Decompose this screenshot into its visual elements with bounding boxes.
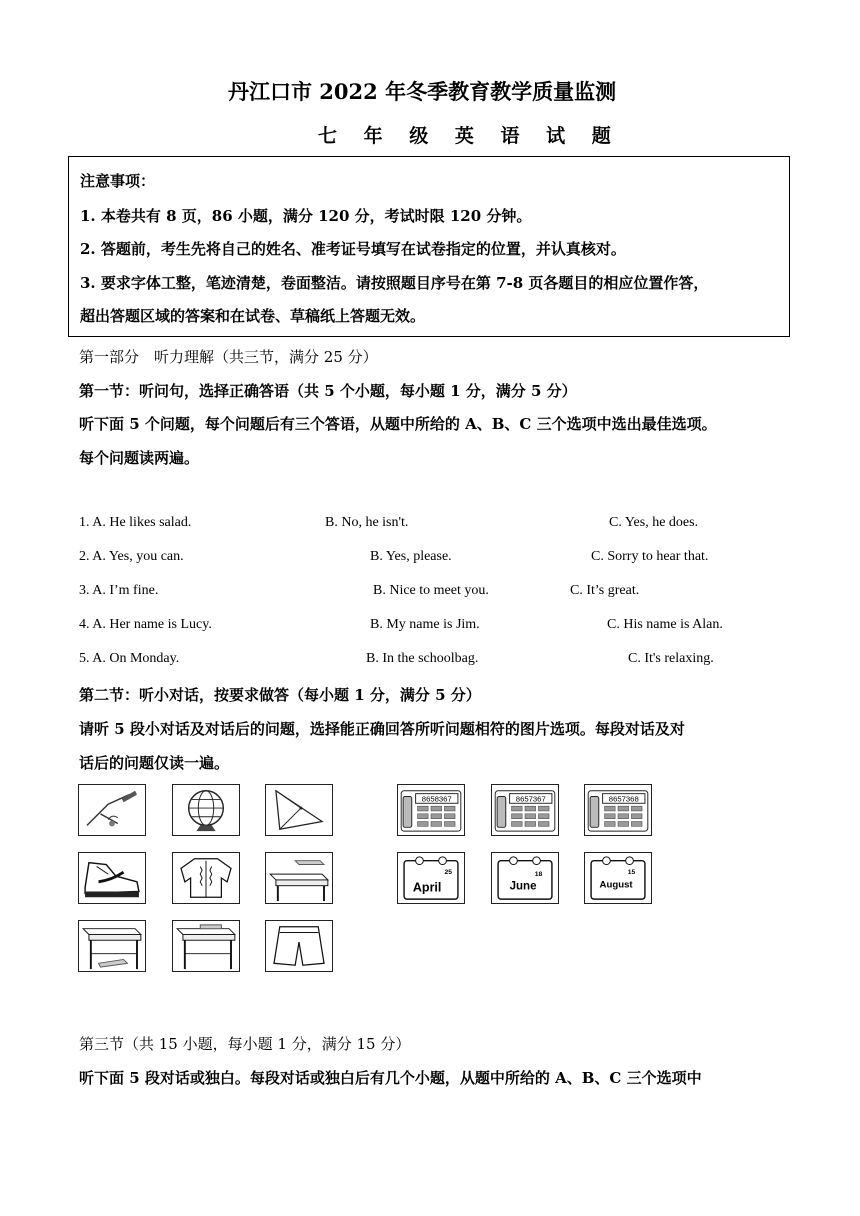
exam-subtitle: 七 年 级 英 语 试 题 bbox=[318, 125, 621, 147]
sweater-picture bbox=[172, 852, 240, 904]
calendar-month: August bbox=[599, 879, 633, 891]
question-1-option-a: 1. A. He likes salad. bbox=[79, 515, 192, 530]
section3-heading: 第三节（共 15 小题，每小题 1 分，满分 15 分） bbox=[79, 1035, 411, 1053]
notice-item: 1. 本卷共有 8 页，86 小题，满分 120 分，考试时限 120 分钟。 bbox=[80, 207, 532, 225]
question-3-option-a: 3. A. I’m fine. bbox=[79, 583, 159, 598]
calendar-picture bbox=[584, 852, 652, 904]
notice-item: 3. 要求字体工整，笔迹清楚，卷面整洁。请按照题目序号在第 7-8 页各题目的相应位置作答， bbox=[80, 274, 709, 292]
part1-heading: 第一部分 听力理解（共三节，满分 25 分） bbox=[79, 348, 378, 366]
exam-title: 丹江口市 2022 年冬季教育教学质量监测 bbox=[228, 79, 617, 104]
sneaker-picture bbox=[78, 852, 146, 904]
calendar-month: April bbox=[412, 880, 442, 895]
question-3-option-b: B. Nice to meet you. bbox=[373, 583, 489, 598]
question-2-option-c: C. Sorry to hear that. bbox=[591, 549, 709, 564]
notice-item: 超出答题区域的答案和在试卷、草稿纸上答题无效。 bbox=[80, 307, 426, 325]
calendar-picture bbox=[397, 852, 465, 904]
calendar-day: 18 bbox=[534, 871, 543, 879]
question-3-option-c: C. It’s great. bbox=[570, 583, 640, 598]
globe-picture bbox=[172, 784, 240, 836]
calendar-day: 25 bbox=[444, 869, 453, 877]
table-with-plane-picture bbox=[265, 852, 333, 904]
section2-heading: 第二节：听小对话，按要求做答（每小题 1 分，满分 5 分） bbox=[79, 686, 481, 704]
calendar-month: June bbox=[509, 880, 537, 893]
section1-heading: 第一节：听问句，选择正确答语（共 5 个小题，每小题 1 分，满分 5 分） bbox=[79, 382, 577, 400]
phone-number: 8657367 bbox=[515, 794, 546, 804]
question-1-option-c: C. Yes, he does. bbox=[609, 515, 699, 530]
section1-instruction: 听下面 5 个问题，每个问题后有三个答语，从题中所给的 A、B、C 三个选项中选出最佳选项。 bbox=[79, 415, 717, 433]
question-1-option-b: B. No, he isn't. bbox=[325, 515, 409, 530]
question-4-option-c: C. His name is Alan. bbox=[607, 617, 723, 632]
phone-number: 8658367 bbox=[421, 794, 452, 804]
triangle-ruler-picture bbox=[265, 784, 333, 836]
question-2-option-b: B. Yes, please. bbox=[370, 549, 452, 564]
question-4-option-b: B. My name is Jim. bbox=[370, 617, 480, 632]
question-5-option-b: B. In the schoolbag. bbox=[366, 651, 479, 666]
notice-item: 2. 答题前，考生先将自己的姓名、准考证号填写在试卷指定的位置，并认真核对。 bbox=[80, 240, 626, 258]
calendar-day: 15 bbox=[627, 869, 636, 877]
shorts-picture bbox=[265, 920, 333, 972]
phone-number: 8657368 bbox=[608, 794, 639, 804]
table-with-box-picture bbox=[172, 920, 240, 972]
telephone-picture bbox=[397, 784, 465, 836]
telephone-picture bbox=[491, 784, 559, 836]
calendar-picture bbox=[491, 852, 559, 904]
question-5-option-c: C. It's relaxing. bbox=[628, 651, 714, 666]
pencil-drawing-picture bbox=[78, 784, 146, 836]
section3-instruction: 听下面 5 段对话或独白。每段对话或独白后有几个小题，从题中所给的 A、B、C 三个选项中 bbox=[79, 1069, 702, 1087]
notice-heading: 注意事项： bbox=[80, 172, 156, 190]
question-2-option-a: 2. A. Yes, you can. bbox=[79, 549, 184, 564]
section2-instruction: 话后的问题仅读一遍。 bbox=[79, 754, 230, 772]
question-5-option-a: 5. A. On Monday. bbox=[79, 651, 180, 666]
telephone-picture bbox=[584, 784, 652, 836]
section2-instruction: 请听 5 段小对话及对话后的问题，选择能正确回答所听问题相符的图片选项。每段对话及对 bbox=[79, 720, 685, 738]
table-with-plane-under-picture bbox=[78, 920, 146, 972]
question-4-option-a: 4. A. Her name is Lucy. bbox=[79, 617, 212, 632]
section1-instruction: 每个问题读两遍。 bbox=[79, 449, 200, 467]
